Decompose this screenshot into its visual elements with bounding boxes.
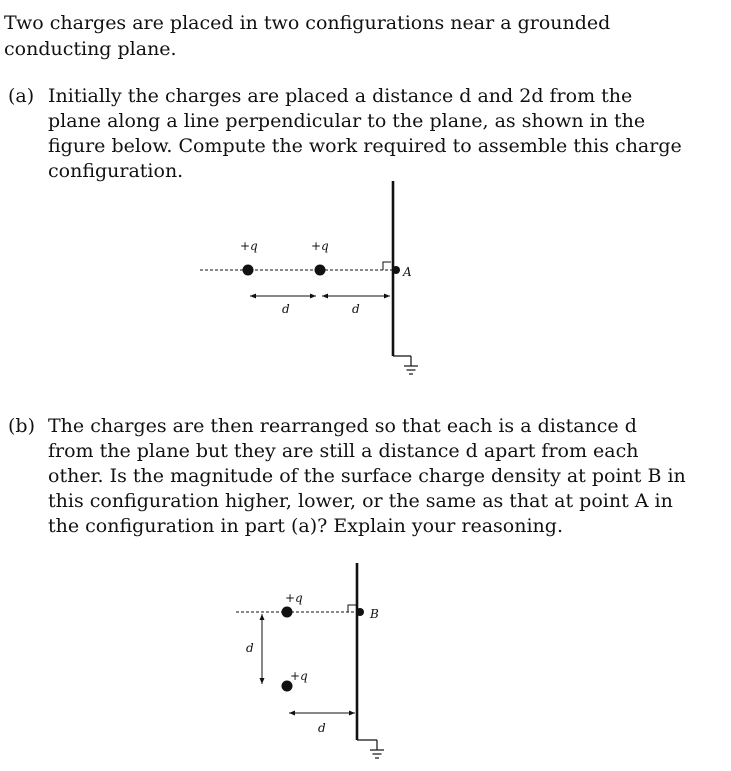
charge-top-b [282, 607, 293, 618]
point-b-dot [356, 608, 364, 616]
distance-right-label-a: d [352, 302, 360, 316]
distance-left-label-a: d [282, 302, 290, 316]
vertical-distance-label-b: d [246, 641, 254, 655]
charge-top-label-b: +q [285, 591, 303, 605]
horizontal-distance-label-b: d [318, 721, 326, 735]
charge-left-label-a: +q [240, 239, 258, 253]
intro-text: Two charges are placed in two configurations near a grounded conducting plane. [4, 12, 611, 60]
figure-b [236, 563, 384, 758]
charge-bottom-label-b: +q [290, 669, 308, 683]
right-angle-marker-b [348, 605, 356, 612]
ground-icon-a [393, 356, 418, 374]
part-a-text: Initially the charges are placed a distance d and 2d from the plane along a line perpendicular to the plane, as shown in the figure below. Compute the work required to assemble this charge configuration. [48, 85, 682, 182]
figure-a [200, 181, 418, 374]
part-b [8, 414, 688, 539]
charge-right-label-a: +q [311, 239, 329, 253]
point-label-a: A [403, 265, 412, 279]
point-label-b: B [370, 607, 379, 621]
part-b-text: The charges are then rearranged so that each is a distance d from the plane but they are still a distance d apart from each other. Is the magnitude of the surface charge density at point B in this configuration higher, lower, or the same as that at point A in the configuration in part (a)? Explain your reasoning. [48, 415, 686, 537]
point-a-dot [392, 266, 400, 274]
part-a-label: (a) [8, 85, 35, 107]
right-angle-marker-a [383, 262, 391, 270]
charge-left-a [243, 265, 254, 276]
part-b-label: (b) [8, 415, 35, 437]
ground-icon-b [357, 740, 384, 758]
charge-right-a [315, 265, 326, 276]
